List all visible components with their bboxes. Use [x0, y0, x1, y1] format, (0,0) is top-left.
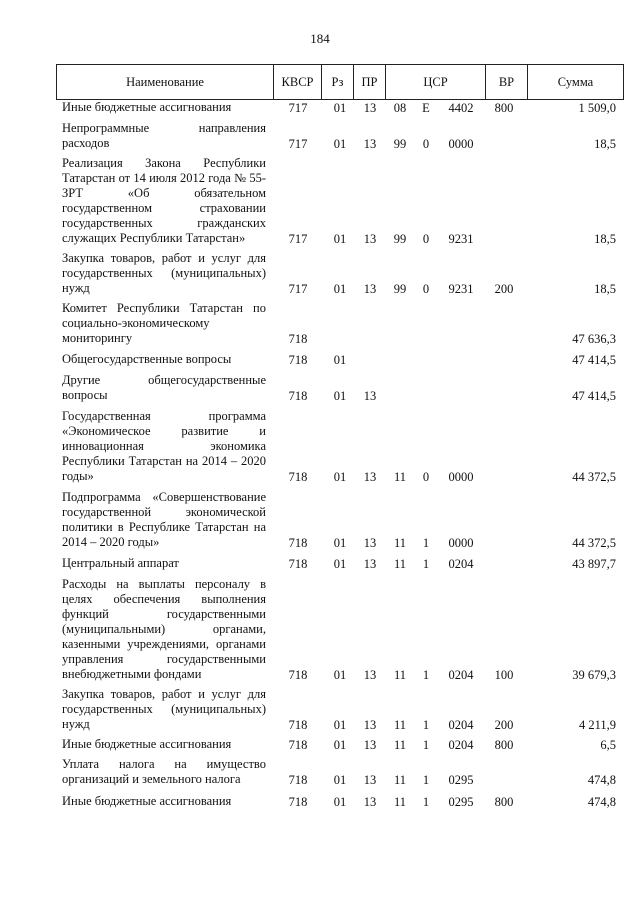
row-csr-subprogram: 1 [422, 668, 430, 682]
row-name: Реализация Закона Республики Татарстан от 14 июля 2012 года № 55-ЗРТ «Об обязательном государственном страховании государственных гражданских служащих Республики Татарстан» [62, 156, 266, 245]
page-number: 184 [310, 31, 330, 46]
row-name: Расходы на выплаты персоналу в целях обеспечения выполнения функций государственными (муниципальными) органами, казенными учреждениями, органами управления государственными внебюджетными фондами [62, 577, 266, 681]
table-row [0, 409, 640, 485]
row-csr-direction: 9231 [448, 232, 474, 246]
row-pr: 13 [363, 668, 377, 682]
table-header [56, 64, 624, 100]
row-name: Комитет Республики Татарстан по социально-экономическому мониторингу [62, 301, 266, 345]
table-row [0, 121, 640, 152]
header-pr: ПР [353, 65, 385, 99]
row-csr-subprogram: 0 [422, 137, 430, 151]
row-pr: 13 [363, 773, 377, 787]
row-kvsr: 718 [288, 795, 308, 809]
row-name: Непрограммные направления расходов [62, 121, 266, 150]
row-csr-subprogram: 1 [422, 795, 430, 809]
row-sum: 474,8 [587, 773, 616, 787]
row-csr-program: 11 [393, 738, 407, 752]
table-row [0, 757, 640, 788]
row-pr: 13 [363, 718, 377, 732]
row-pr: 13 [363, 536, 377, 550]
row-csr-direction: 9231 [448, 282, 474, 296]
row-csr-program: 11 [393, 718, 407, 732]
row-csr-direction: 0204 [448, 718, 474, 732]
row-sum: 4 211,9 [578, 718, 616, 732]
header-rz: Рз [321, 65, 353, 99]
row-rz: 01 [333, 668, 347, 682]
row-kvsr: 718 [288, 668, 308, 682]
row-sum: 44 372,5 [572, 536, 616, 550]
row-vr: 100 [494, 668, 514, 682]
row-pr: 13 [363, 232, 377, 246]
row-rz: 01 [333, 557, 347, 571]
table-row [0, 100, 640, 116]
row-name: Закупка товаров, работ и услуг для государственных (муниципальных) нужд [62, 687, 266, 731]
row-csr-program: 11 [393, 668, 407, 682]
row-csr-program: 11 [393, 557, 407, 571]
row-rz: 01 [333, 101, 347, 115]
row-kvsr: 718 [288, 536, 308, 550]
row-name: Другие общегосударственные вопросы [62, 373, 266, 402]
row-sum: 43 897,7 [572, 557, 616, 571]
row-kvsr: 718 [288, 738, 308, 752]
row-vr: 200 [494, 718, 514, 732]
row-sum: 6,5 [600, 738, 616, 752]
row-kvsr: 717 [288, 137, 308, 151]
row-kvsr: 718 [288, 332, 308, 346]
row-csr-program: 11 [393, 795, 407, 809]
row-sum: 18,5 [594, 137, 616, 151]
row-name: Общегосударственные вопросы [62, 352, 232, 366]
row-csr-direction: 0295 [448, 773, 474, 787]
row-sum: 47 414,5 [572, 389, 616, 403]
row-csr-subprogram: 1 [422, 773, 430, 787]
row-csr-program: 99 [393, 282, 407, 296]
row-csr-program: 99 [393, 137, 407, 151]
row-rz: 01 [333, 232, 347, 246]
row-csr-program: 11 [393, 773, 407, 787]
row-pr: 13 [363, 795, 377, 809]
row-vr: 800 [494, 738, 514, 752]
row-name: Подпрограмма «Совершенствование государственной экономической политики в Республике Татарстан на 2014 – 2020 годы» [62, 490, 266, 549]
row-kvsr: 718 [288, 389, 308, 403]
row-pr: 13 [363, 738, 377, 752]
header-vr: ВР [485, 65, 527, 99]
row-name: Иные бюджетные ассигнования [62, 100, 232, 114]
row-rz: 01 [333, 795, 347, 809]
row-csr-direction: 0295 [448, 795, 474, 809]
row-vr: 200 [494, 282, 514, 296]
row-name: Иные бюджетные ассигнования [62, 737, 232, 751]
row-sum: 474,8 [587, 795, 616, 809]
table-row [0, 556, 640, 572]
row-pr: 13 [363, 557, 377, 571]
row-name: Иные бюджетные ассигнования [62, 794, 232, 808]
row-rz: 01 [333, 389, 347, 403]
row-csr-program: 08 [393, 101, 407, 115]
row-sum: 39 679,3 [572, 668, 616, 682]
row-rz: 01 [333, 536, 347, 550]
table-row [0, 251, 640, 297]
row-kvsr: 718 [288, 470, 308, 484]
row-csr-direction: 0000 [448, 470, 474, 484]
row-kvsr: 717 [288, 101, 308, 115]
header-kvsr: КВСР [273, 65, 321, 99]
table-row [0, 352, 640, 368]
row-rz: 01 [333, 738, 347, 752]
row-vr: 800 [494, 101, 514, 115]
row-pr: 13 [363, 137, 377, 151]
row-csr-direction: 0204 [448, 557, 474, 571]
row-csr-subprogram: 1 [422, 718, 430, 732]
row-kvsr: 718 [288, 353, 308, 367]
row-csr-direction: 0204 [448, 668, 474, 682]
row-csr-subprogram: 1 [422, 557, 430, 571]
row-csr-subprogram: 0 [422, 470, 430, 484]
row-csr-subprogram: 0 [422, 232, 430, 246]
table-row [0, 687, 640, 733]
row-sum: 18,5 [594, 232, 616, 246]
row-pr: 13 [363, 389, 377, 403]
table-row [0, 794, 640, 810]
row-name: Государственная программа «Экономическое развитие и инновационная экономика Республики Татарстан на 2014 – 2020 годы» [62, 409, 266, 483]
row-pr: 13 [363, 470, 377, 484]
row-csr-direction: 0000 [448, 137, 474, 151]
row-name: Центральный аппарат [62, 556, 179, 570]
row-sum: 18,5 [594, 282, 616, 296]
table-row [0, 577, 640, 683]
table-row [0, 373, 640, 404]
row-kvsr: 718 [288, 718, 308, 732]
row-sum: 47 636,3 [572, 332, 616, 346]
row-sum: 1 509,0 [578, 101, 616, 115]
row-kvsr: 718 [288, 557, 308, 571]
table-row [0, 490, 640, 551]
row-csr-subprogram: 0 [422, 282, 430, 296]
row-rz: 01 [333, 353, 347, 367]
row-csr-program: 11 [393, 536, 407, 550]
row-csr-program: 99 [393, 232, 407, 246]
table-row [0, 156, 640, 247]
header-sum: Сумма [527, 65, 623, 99]
row-rz: 01 [333, 773, 347, 787]
row-vr: 800 [494, 795, 514, 809]
row-csr-direction: 4402 [448, 101, 474, 115]
row-rz: 01 [333, 718, 347, 732]
row-kvsr: 717 [288, 282, 308, 296]
row-rz: 01 [333, 470, 347, 484]
row-csr-subprogram: 1 [422, 536, 430, 550]
row-kvsr: 718 [288, 773, 308, 787]
row-sum: 44 372,5 [572, 470, 616, 484]
row-csr-subprogram: 1 [422, 738, 430, 752]
table-row [0, 737, 640, 753]
row-csr-direction: 0000 [448, 536, 474, 550]
row-pr: 13 [363, 101, 377, 115]
row-csr-direction: 0204 [448, 738, 474, 752]
row-rz: 01 [333, 137, 347, 151]
header-csr: ЦСР [385, 65, 485, 99]
row-pr: 13 [363, 282, 377, 296]
row-csr-program: 11 [393, 470, 407, 484]
row-name: Закупка товаров, работ и услуг для государственных (муниципальных) нужд [62, 251, 266, 295]
row-sum: 47 414,5 [572, 353, 616, 367]
row-csr-subprogram: Е [422, 101, 430, 115]
header-name: Наименование [126, 75, 204, 89]
row-kvsr: 717 [288, 232, 308, 246]
row-rz: 01 [333, 282, 347, 296]
row-name: Уплата налога на имущество организаций и земельного налога [62, 757, 266, 786]
table-row [0, 301, 640, 347]
